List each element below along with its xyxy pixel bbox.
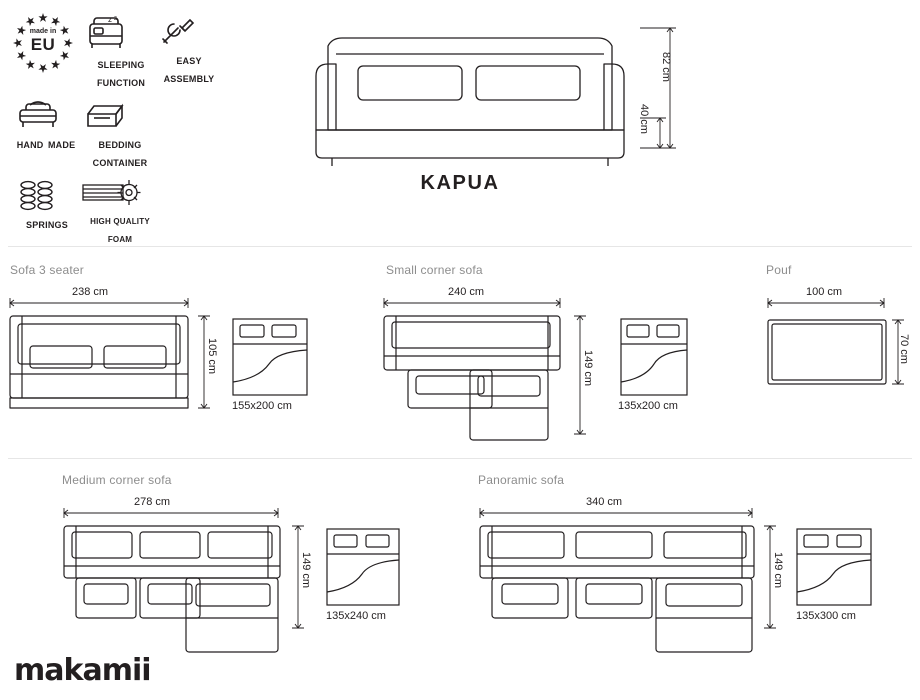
variant-title-medium-corner-sofa: Medium corner sofa <box>62 473 172 487</box>
variant-title-sofa-3-seater: Sofa 3 seater <box>10 263 84 277</box>
bed-size-panoramic-sofa: 135x300 cm <box>796 610 856 622</box>
variant-title-small-corner-sofa: Small corner sofa <box>386 263 483 277</box>
variant-depth-medium-corner-sofa: 149 cm <box>300 552 312 589</box>
badge-label-springs: SPRINGS <box>26 220 68 230</box>
badge-bedding-container <box>84 96 156 171</box>
brand-logo: makamii <box>14 653 151 688</box>
badge-easy-assembly <box>158 14 220 87</box>
badge-label-foam: FOAM <box>107 235 133 244</box>
product-title: KAPUA <box>420 172 500 194</box>
badge-label-hand: HAND <box>16 140 44 150</box>
badge-high-quality-foam <box>80 178 160 247</box>
hero-height-total-label: 82 cm <box>660 52 672 82</box>
divider-top <box>8 246 912 247</box>
svg-text:z: z <box>114 16 117 22</box>
springs-icon <box>16 178 78 212</box>
badge-springs <box>16 178 78 233</box>
variant-width-panoramic-sofa: 340 cm <box>586 496 623 508</box>
badge-label-function: FUNCTION <box>96 78 146 88</box>
variant-width-sofa-3-seater: 238 cm <box>72 286 109 298</box>
width-dimension-sofa-3-seater <box>8 296 190 310</box>
variant-title-panoramic-sofa: Panoramic sofa <box>478 473 565 487</box>
width-dimension-panoramic-sofa <box>478 506 754 520</box>
badge-label-made-in: made in <box>29 28 57 35</box>
variant-drawing-panoramic-sofa <box>478 522 758 652</box>
hero-height-seat-label: 40 cm <box>638 104 650 134</box>
badge-label-bedding: BEDDING <box>98 140 142 150</box>
bed-drawing-panoramic-sofa <box>796 528 872 606</box>
badge-label-high-quality: HIGH QUALITY <box>90 217 150 226</box>
eu-stars-icon <box>12 12 74 74</box>
badge-label-easy: EASY <box>176 56 202 66</box>
sleeping-function-icon <box>86 14 156 52</box>
variant-title-pouf: Pouf <box>766 263 792 277</box>
variant-drawing-pouf <box>766 318 888 386</box>
hero-sofa-drawing <box>310 18 680 168</box>
bed-size-small-corner-sofa: 135x200 cm <box>618 400 678 412</box>
bed-size-medium-corner-sofa: 135x240 cm <box>326 610 386 622</box>
badge-label-made: MADE <box>47 140 76 150</box>
variant-drawing-small-corner-sofa <box>382 312 564 442</box>
width-dimension-small-corner-sofa <box>382 296 562 310</box>
badge-hand-made <box>16 98 76 153</box>
variant-width-medium-corner-sofa: 278 cm <box>134 496 171 508</box>
width-dimension-pouf <box>766 296 886 310</box>
badge-label-sleeping: SLEEPING <box>97 60 145 70</box>
high-quality-foam-icon <box>80 178 160 208</box>
variant-depth-panoramic-sofa: 149 cm <box>772 552 784 589</box>
variant-drawing-sofa-3-seater <box>8 312 190 416</box>
easy-assembly-icon <box>158 14 220 48</box>
badge-made-in-eu <box>12 12 74 74</box>
hero-dimension-lines <box>640 18 700 168</box>
bed-drawing-medium-corner-sofa <box>326 528 400 606</box>
bed-size-sofa-3-seater: 155x200 cm <box>232 400 292 412</box>
badge-label-assembly: ASSEMBLY <box>163 74 215 84</box>
variant-depth-small-corner-sofa: 149 cm <box>582 350 594 387</box>
hand-made-icon <box>16 98 76 132</box>
badge-sleeping-function <box>86 14 156 91</box>
svg-text:z: z <box>108 15 112 24</box>
bed-drawing-small-corner-sofa <box>620 318 688 396</box>
feature-badges <box>8 8 308 244</box>
width-dimension-medium-corner-sofa <box>62 506 280 520</box>
variant-depth-sofa-3-seater: 105 cm <box>206 338 218 375</box>
variant-width-small-corner-sofa: 240 cm <box>448 286 485 298</box>
variant-drawing-medium-corner-sofa <box>62 522 284 652</box>
bed-drawing-sofa-3-seater <box>232 318 308 396</box>
variant-width-pouf: 100 cm <box>806 286 843 298</box>
divider-middle <box>8 458 912 459</box>
variant-depth-pouf: 70 cm <box>898 334 910 364</box>
badge-label-eu: EU <box>30 35 56 54</box>
badge-label-container: CONTAINER <box>92 158 148 168</box>
bedding-container-icon <box>84 96 156 132</box>
